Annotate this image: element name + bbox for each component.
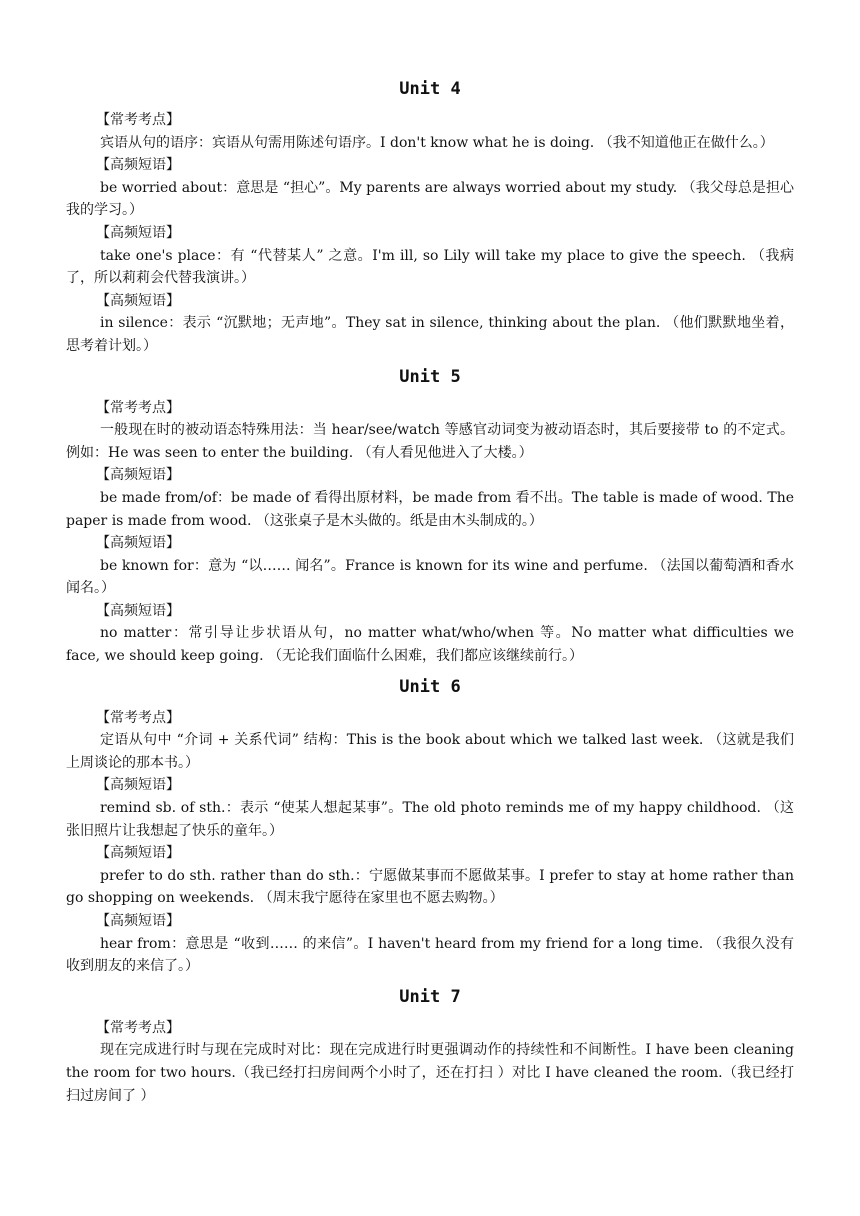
entry-text: 现在完成进行时与现在完成时对比：现在完成进行时更强调动作的持续性和不间断性。I have been cleaning the room for two hours.（我已经打扫房间两个小时了，还在打扫 ）对比 I have cleaned the room.（我已经打扫过房间了 ） [66,1042,794,1104]
entry-label: 【常考考点】 [96,399,180,416]
entry-text: in silence：表示 “沉默地；无声地”。They sat in silence, thinking about the plan. （他们默默地坐着，思考着计划。） [66,315,794,354]
entry-text: remind sb. of sth.：表示 “使某人想起某事”。The old photo reminds me of my happy childhood. （这张旧照片让我想起了快乐的童年。） [66,800,794,839]
entry-text: take one's place：有 “代替某人” 之意。I'm ill, so Lily will take my place to give the speech. （我病了，所以莉莉会代替我演讲。） [66,247,794,287]
entry-text: 宾语从句的语序：宾语从句需用陈述句语序。I don't know what he is doing. （我不知道他正在做什么。） [100,134,774,151]
unit-title: Unit 7 [399,986,461,1007]
unit-7-section [66,984,794,1107]
entry-text: be worried about：意思是 “担心”。My parents are always worried about my study. （我父母总是担心我的学习。） [66,179,794,219]
unit-5-section [66,364,794,668]
entry-label: 【高频短语】 [96,845,180,862]
entry-text: be known for：意为 “以…… 闻名”。France is known for its wine and perfume. （法国以葡萄酒和香水闻名。） [66,557,794,597]
unit-title: Unit 6 [399,676,461,697]
entry-text: prefer to do sth. rather than do sth.：宁愿做某事而不愿做某事。I prefer to stay at home rather than go shopping on weekends. （周末我宁愿待在家里也不愿去购物。） [66,867,794,907]
unit-title: Unit 4 [399,79,461,99]
entry-text: 定语从句中 “介词 + 关系代词” 结构：This is the book about which we talked last week. （这就是我们上周谈论的那本书。） [66,732,794,771]
entry-label: 【高频短语】 [96,777,180,794]
entry-label: 【高频短语】 [96,292,180,309]
entry-text: hear from：意思是 “收到…… 的来信”。I haven't heard from my friend for a long time. （我很久没有收到朋友的来信了。） [66,935,794,975]
document-page [66,76,794,1107]
unit-6-section [66,674,794,978]
unit-4-section [66,76,794,358]
entry-label: 【常考考点】 [96,112,180,128]
entry-label: 【高频短语】 [96,224,180,241]
entry-text: no matter：常引导让步状语从句，no matter what/who/when 等。No matter what difficulties we face, we should keep going. （无论我们面临什么困难，我们都应该继续前行。） [66,625,794,665]
entry-label: 【高频短语】 [96,535,180,552]
unit-title: Unit 5 [399,366,461,387]
entry-label: 【高频短语】 [96,602,180,619]
entry-text: 一般现在时的被动语态特殊用法：当 hear/see/watch 等感官动词变为被动语态时，其后要接带 to 的不定式。例如：He was seen to enter the building. （有人看见他进入了大楼。） [66,422,794,461]
entry-label: 【高频短语】 [96,913,180,929]
entry-label: 【高频短语】 [96,467,180,484]
entry-text: be made from/of：be made of 看得出原材料，be made from 看不出。The table is made of wood. The paper is made from wood. （这张桌子是木头做的。纸是由木头制成的。） [66,489,794,529]
entry-label: 【常考考点】 [96,709,180,726]
entry-label: 【常考考点】 [96,1019,180,1036]
entry-label: 【高频短语】 [96,157,180,174]
